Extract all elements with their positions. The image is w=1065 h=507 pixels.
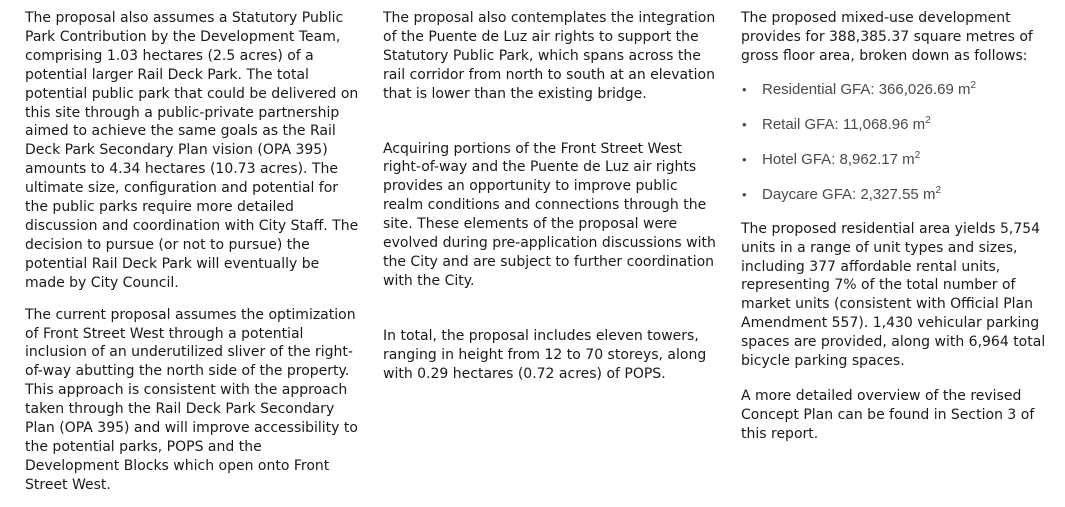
unit-superscript: 2 <box>935 184 941 196</box>
text-column-right <box>741 9 1051 444</box>
paragraph-towers-summary: In total, the proposal includes eleven towers, ranging in height from 12 to 70 storeys, along with 0.29 hectares (0.72 acres) of POPS. <box>383 327 707 382</box>
unit-label: m <box>957 80 971 98</box>
unit-label: m <box>922 185 936 203</box>
paragraph-concept-plan-reference: A more detailed overview of the revised Concept Plan can be found in Section 3 of this report. <box>741 387 1035 442</box>
bullet-icon: • <box>742 81 747 97</box>
gfa-value: Residential GFA: 366,026.69 <box>762 80 954 98</box>
unit-label: m <box>912 115 926 133</box>
paragraph-gfa-intro: The proposed mixed-use development provides for 388,385.37 square metres of gross floor area, broken down as follows: <box>741 10 1033 64</box>
bullet-icon: • <box>742 186 747 202</box>
list-item-retail-gfa <box>741 115 1051 150</box>
bullet-icon: • <box>742 151 747 167</box>
list-item-hotel-gfa <box>741 150 1051 185</box>
paragraph-public-realm: Acquiring portions of the Front Street West right-of-way and the Puente de Luz air rights provides an opportunity to improve public realm conditions and connections through the site. These elements of the proposal were evolved during pre-application discussions with the City and are subject to further coordination with the City. <box>383 140 716 289</box>
bullet-icon: • <box>742 116 747 132</box>
gfa-value: Retail GFA: 11,068.96 <box>762 115 909 133</box>
gfa-list <box>741 80 1051 220</box>
paragraph-front-street-optimization: The current proposal assumes the optimization of Front Street West through a potential inclusion of an underutilized sliver of the right-of-way abutting the north side of the property. This approach is consistent with the approach taken through the Rail Deck Park Secondary Plan (OPA 395) and will improve accessibility to the potential parks, POPS and the Development Blocks which open onto Front Street West. <box>25 306 358 493</box>
paragraph-puente-de-luz: The proposal also contemplates the integration of the Puente de Luz air rights to support the Statutory Public Park, which spans across the rail corridor from north to south at an elevation that is lower than the existing bridge. <box>383 10 716 102</box>
list-item-daycare-gfa <box>741 185 1051 220</box>
paragraph-residential-units: The proposed residential area yields 5,754 units in a range of unit types and sizes, including 377 affordable rental units, representing 7% of the total number of market units (consistent with Official Plan Amendment 557). 1,430 vehicular parking spaces are provided, along with 6,964 total bicycle parking spaces. <box>741 220 1046 370</box>
unit-superscript: 2 <box>970 79 977 91</box>
list-item-residential-gfa <box>741 80 1051 115</box>
text-column-left <box>25 9 360 495</box>
gfa-value: Daycare GFA: 2,327.55 <box>762 185 919 203</box>
paragraph-park-contribution: The proposal also assumes a Statutory Public Park Contribution by the Development Team, comprising 1.03 hectares (2.5 acres) of a potential larger Rail Deck Park. The total potential public park that could be delivered on this site through a public-private partnership aimed to achieve the same goals as the Rail Deck Park Secondary Plan vision (OPA 395) amounts to 4.34 hectares (10.73 acres). The ultimate size, configuration and potential for the public parks require more detailed discussion and coordination with City Staff. The decision to pursue (or not to pursue) the potential Rail Deck Park will eventually be made by City Council. <box>25 10 359 291</box>
unit-superscript: 2 <box>914 149 921 161</box>
text-column-middle <box>383 9 718 384</box>
unit-label: m <box>902 150 915 168</box>
gfa-value: Hotel GFA: 8,962.17 <box>762 150 898 168</box>
unit-superscript: 2 <box>925 114 931 126</box>
